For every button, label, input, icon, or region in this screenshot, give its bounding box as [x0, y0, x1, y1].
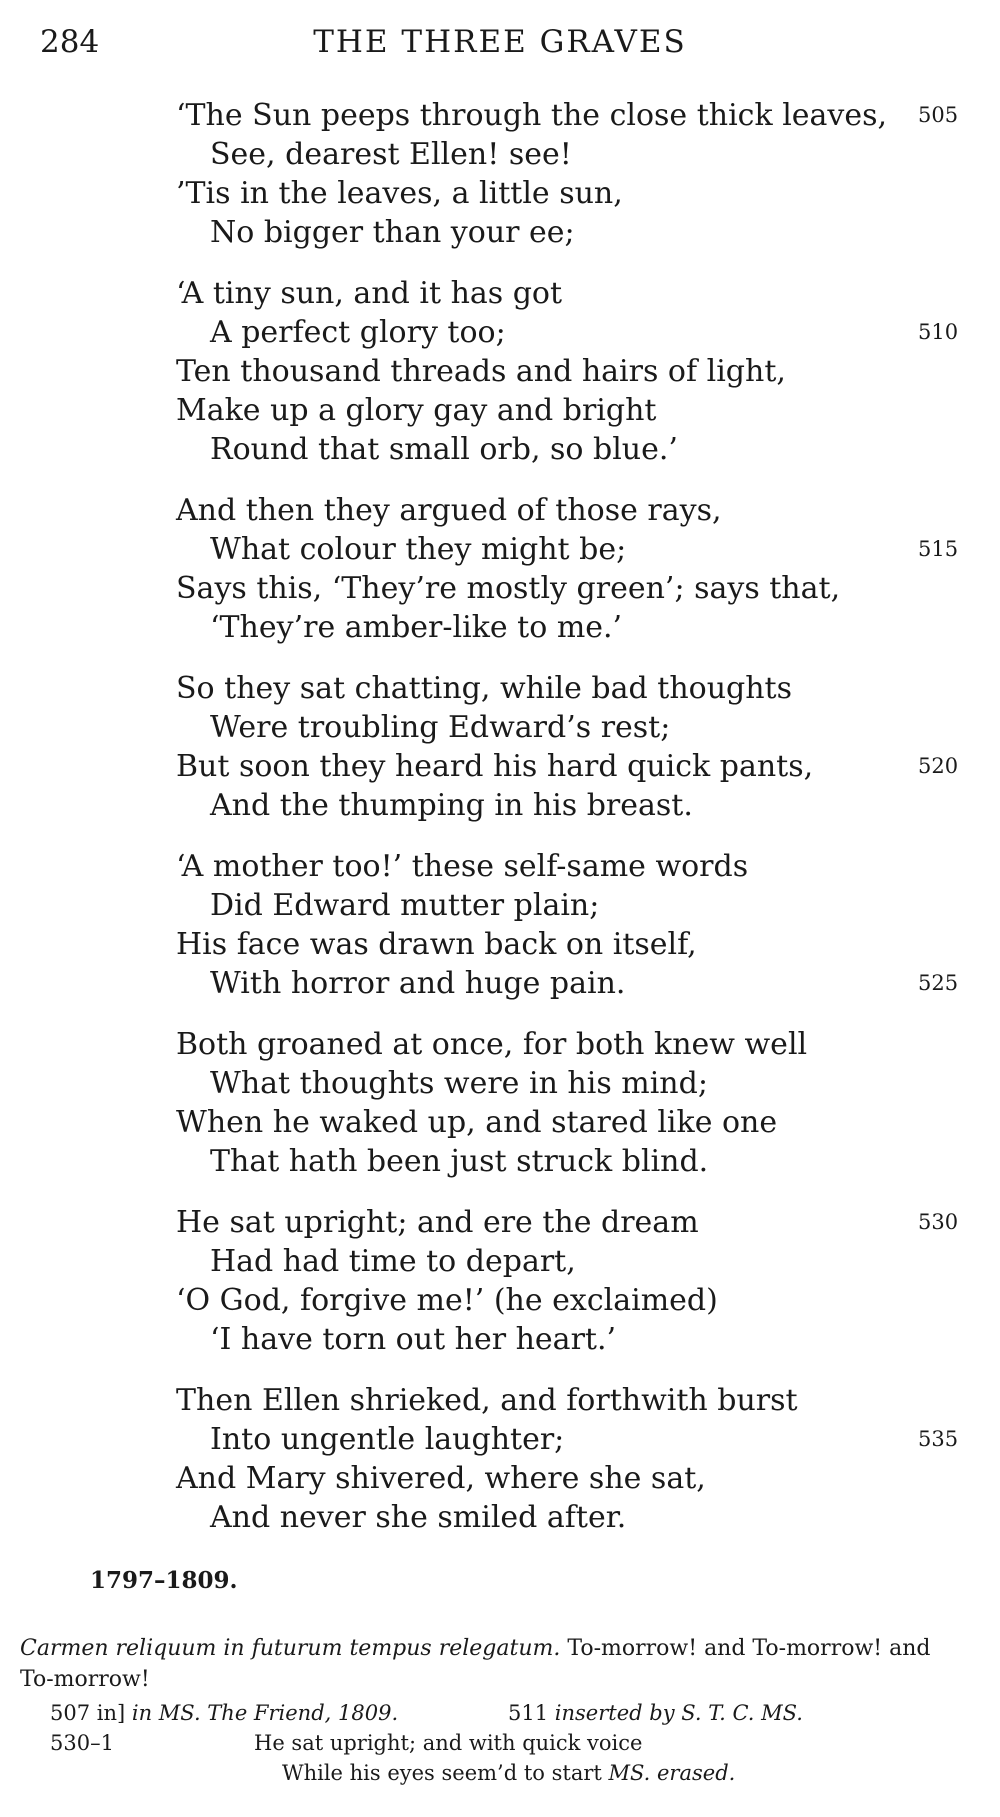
poem-line-text: Both groaned at once, for both knew well — [176, 1027, 808, 1062]
poem-line — [176, 1381, 976, 1420]
stanza — [176, 1203, 976, 1359]
stanza — [176, 491, 976, 647]
poem-line — [176, 352, 976, 391]
poem-line-text: ‘A tiny sun, and it has got — [176, 276, 563, 311]
poem-line-text: Were troubling Edward’s rest; — [210, 710, 671, 745]
poem-line-text: But soon they heard his hard quick pants, — [176, 749, 814, 784]
poem-line-text: Make up a glory gay and bright — [176, 393, 657, 428]
poem-line — [176, 1142, 976, 1181]
poem-line — [176, 96, 976, 135]
stanza — [176, 1381, 976, 1537]
poem-line — [176, 1420, 976, 1459]
poem-line — [176, 886, 976, 925]
poem-line — [176, 1281, 976, 1320]
stanza — [176, 669, 976, 825]
footnote-507-text: in MS. The Friend, 1809. — [131, 1701, 399, 1725]
poem-line — [176, 669, 976, 708]
poem-line — [176, 391, 976, 430]
poem-line — [176, 569, 976, 608]
poem-line-text: And never she smiled after. — [210, 1500, 627, 1535]
stanza — [176, 1025, 976, 1181]
poem-body — [176, 96, 976, 1559]
poem-line — [176, 213, 976, 252]
poem-line — [176, 747, 976, 786]
running-title: THE THREE GRAVES — [313, 24, 687, 60]
poem-line-text: That hath been just struck blind. — [210, 1144, 709, 1179]
footnote-511-ref: 511 — [508, 1701, 549, 1725]
footnote-530-tail: MS. erased. — [608, 1761, 736, 1785]
composition-date: 1797–1809. — [90, 1567, 238, 1594]
poem-line-text: Then Ellen shrieked, and forthwith burst — [176, 1383, 798, 1418]
poem-line-text: Says this, ‘They’re mostly green’; says that, — [176, 571, 841, 606]
poem-line — [176, 608, 976, 647]
poem-line-text: With horror and huge pain. — [210, 966, 626, 1001]
poem-line-text: ’Tis in the leaves, a little sun, — [176, 176, 623, 211]
footnote-530-line1: He sat upright; and with quick voice — [254, 1731, 643, 1755]
poem-line-text: No bigger than your ee; — [210, 215, 575, 250]
poem-line-text: ‘I have torn out her heart.’ — [210, 1322, 617, 1357]
poem-line-text: See, dearest Ellen! see! — [210, 137, 572, 172]
poem-line-text: And then they argued of those rays, — [176, 493, 722, 528]
poem-line — [176, 430, 976, 469]
line-number: 530 — [918, 1210, 959, 1234]
line-number: 510 — [918, 320, 959, 344]
poem-line — [176, 1498, 976, 1537]
poem-line-text: Round that small orb, so blue.’ — [210, 432, 678, 467]
epigraph-latin: Carmen reliquum in futurum tempus relegatum. — [20, 1636, 561, 1661]
footnote-530-line2 — [282, 1761, 735, 1785]
poem-line — [176, 1320, 976, 1359]
poem-line-text: He sat upright; and ere the dream — [176, 1205, 699, 1240]
poem-line — [176, 274, 976, 313]
poem-line-text: Did Edward mutter plain; — [210, 888, 600, 923]
poem-line-text: So they sat chatting, while bad thoughts — [176, 671, 792, 706]
line-number: 525 — [918, 971, 959, 995]
stanza — [176, 96, 976, 252]
poem-line-text: What thoughts were in his mind; — [210, 1066, 708, 1101]
footnote-511-text: inserted by S. T. C. MS. — [554, 1701, 803, 1725]
poem-line-text: ‘They’re amber-like to me.’ — [210, 610, 623, 645]
poem-line — [176, 530, 976, 569]
poem-line-text: His face was drawn back on itself, — [176, 927, 697, 962]
footnote-530-ref: 530–1 — [50, 1731, 114, 1755]
poem-line-text: What colour they might be; — [210, 532, 627, 567]
poem-line — [176, 708, 976, 747]
poem-line — [176, 786, 976, 825]
footnote-507-ref: 507 in] — [50, 1701, 126, 1725]
poem-line — [176, 1203, 976, 1242]
line-number: 505 — [918, 103, 959, 127]
poem-line-text: A perfect glory too; — [210, 315, 506, 350]
poem-line — [176, 1103, 976, 1142]
poem-line — [176, 174, 976, 213]
poem-line — [176, 1459, 976, 1498]
stanza — [176, 847, 976, 1003]
poem-line — [176, 964, 976, 1003]
poem-line-text: Ten thousand threads and hairs of light, — [176, 354, 786, 389]
epigraph — [20, 1633, 970, 1695]
poem-line — [176, 1242, 976, 1281]
poem-line — [176, 1064, 976, 1103]
footnote-507 — [50, 1701, 398, 1725]
line-number: 520 — [918, 754, 959, 778]
poem-line-text: And Mary shivered, where she sat, — [176, 1461, 706, 1496]
poem-line-text: And the thumping in his breast. — [210, 788, 693, 823]
line-number: 515 — [918, 537, 959, 561]
footnote-530-line2-text: While his eyes seem’d to start — [282, 1761, 602, 1785]
poem-line — [176, 925, 976, 964]
poem-line-text: ‘A mother too!’ these self-same words — [176, 849, 749, 884]
poem-line — [176, 847, 976, 886]
page-number: 284 — [40, 24, 100, 60]
page-header — [40, 24, 960, 64]
poem-line — [176, 313, 976, 352]
poem-line-text: Had had time to depart, — [210, 1244, 576, 1279]
poem-line-text: Into ungentle laughter; — [210, 1422, 565, 1457]
poem-line — [176, 491, 976, 530]
stanza — [176, 274, 976, 469]
poem-line-text: When he waked up, and stared like one — [176, 1105, 778, 1140]
poem-line — [176, 1025, 976, 1064]
poem-line-text: ‘O God, forgive me!’ (he exclaimed) — [176, 1283, 718, 1318]
epigraph-english: To-morrow! and To-morrow! and To-morrow! — [20, 1636, 931, 1692]
line-number: 535 — [918, 1427, 959, 1451]
poem-line — [176, 135, 976, 174]
poem-line-text: ‘The Sun peeps through the close thick leaves, — [176, 98, 888, 133]
footnote-511 — [508, 1701, 803, 1725]
